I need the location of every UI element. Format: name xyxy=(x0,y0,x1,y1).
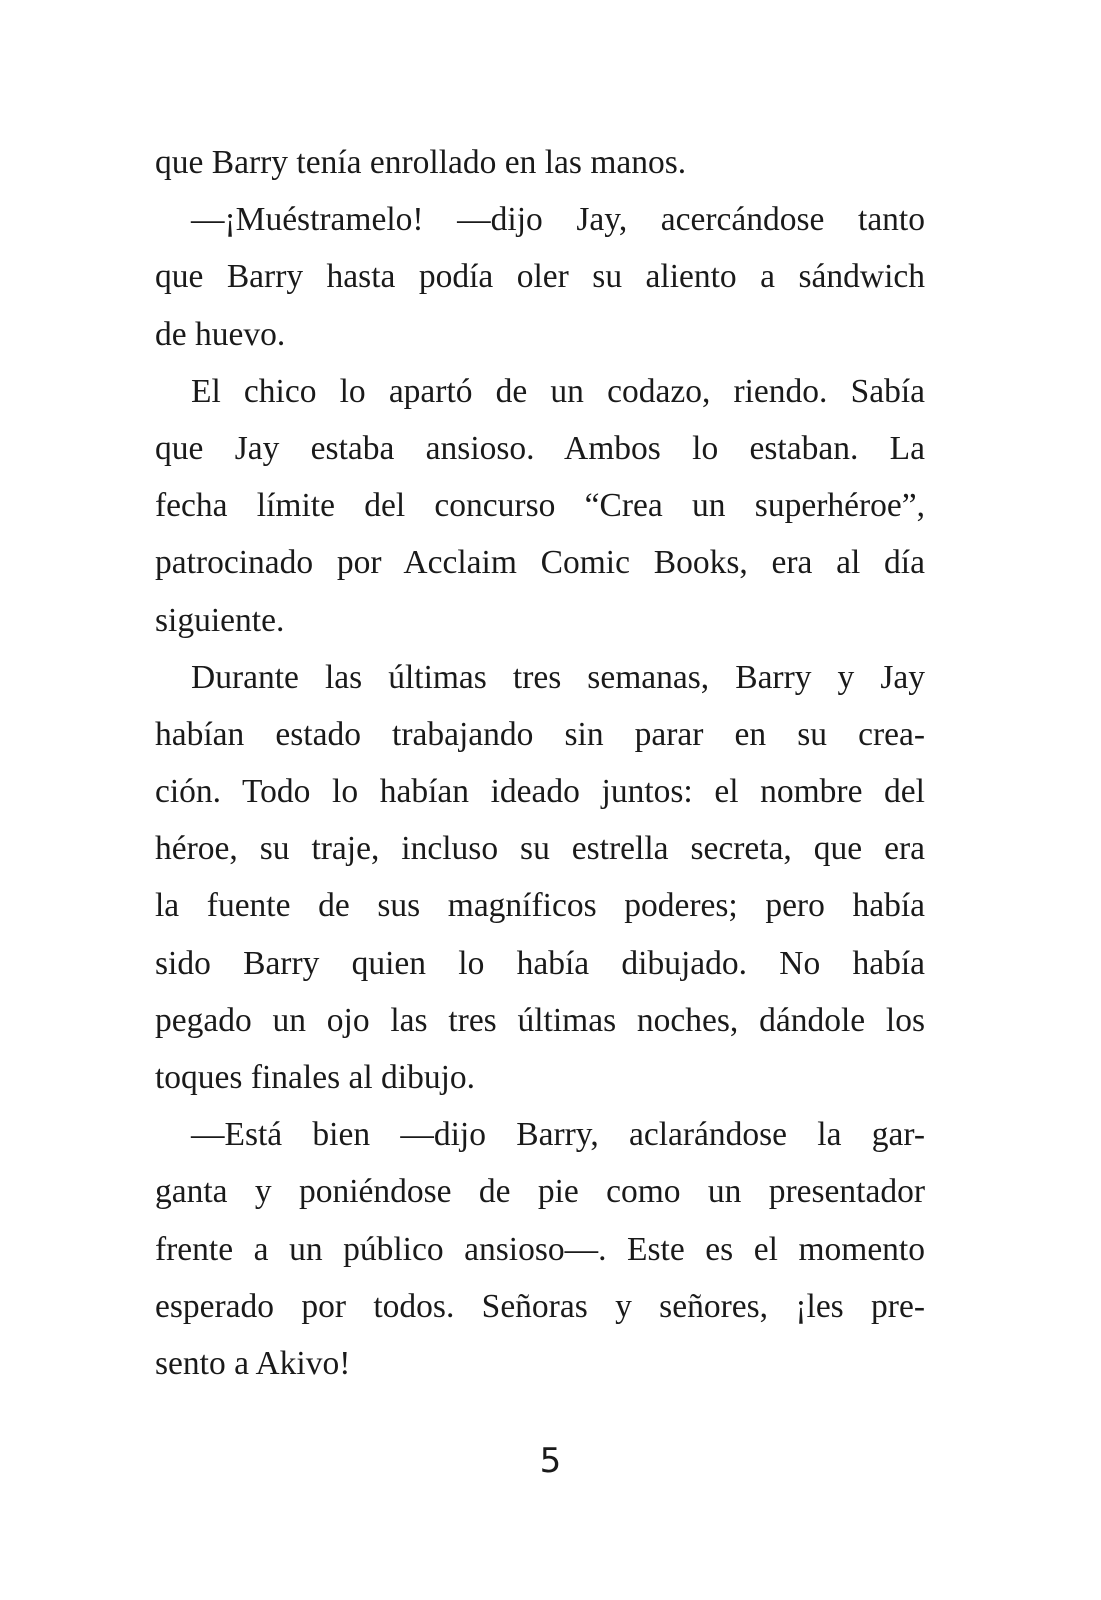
text-line: sido Barry quien lo había dibujado. No había xyxy=(155,944,925,982)
text-line: toques finales al dibujo. xyxy=(155,1059,476,1096)
text-line: siguiente. xyxy=(155,601,285,639)
body-text xyxy=(155,134,925,1392)
text-line: que Barry tenía enrollado en las manos. xyxy=(155,144,687,181)
text-line: —Está bien —dijo Barry, aclarándose la gar- xyxy=(191,1116,925,1154)
page-number: 5 xyxy=(539,1441,562,1481)
text-line: patrocinado por Acclaim Comic Books, era al día xyxy=(155,544,925,582)
text-line: fecha límite del concurso “Crea un superhéroe”, xyxy=(155,487,925,525)
text-line: esperado por todos. Señoras y señores, ¡les pre- xyxy=(155,1287,925,1325)
text-line: Durante las últimas tres semanas, Barry y Jay xyxy=(191,658,925,696)
text-line: que Jay estaba ansioso. Ambos lo estaban. La xyxy=(155,429,925,467)
text-line: de huevo. xyxy=(155,315,286,353)
text-line: ganta y poniéndose de pie como un presentador xyxy=(155,1173,925,1211)
text-line: pegado un ojo las tres últimas noches, dándole los xyxy=(155,1001,925,1039)
text-line: El chico lo apartó de un codazo, riendo. Sabía xyxy=(191,372,925,410)
text-line: la fuente de sus magníficos poderes; pero había xyxy=(155,887,925,925)
text-line: —¡Muéstramelo! —dijo Jay, acercándose tanto xyxy=(191,201,925,239)
text-line: habían estado trabajando sin parar en su crea- xyxy=(155,715,925,753)
text-line: frente a un público ansioso—. Este es el momento xyxy=(155,1230,925,1268)
text-line: sento a Akivo! xyxy=(155,1344,351,1382)
text-line: que Barry hasta podía oler su aliento a sándwich xyxy=(155,258,925,296)
text-line: ción. Todo lo habían ideado juntos: el nombre del xyxy=(155,773,925,811)
text-line: héroe, su traje, incluso su estrella secreta, que era xyxy=(155,830,925,868)
